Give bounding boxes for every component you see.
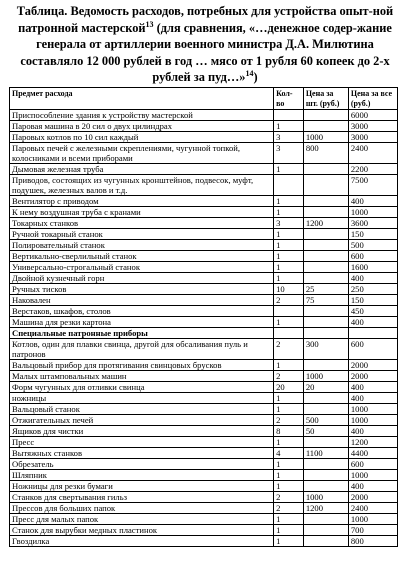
row-price-cell: 20 <box>303 382 348 393</box>
row-item-cell: Пресс <box>10 437 274 448</box>
row-qty-cell: 1 <box>274 164 304 175</box>
table-row <box>10 164 398 175</box>
row-qty-cell: 20 <box>274 382 304 393</box>
row-total-cell <box>348 328 397 339</box>
header-item: Предмет расхода <box>10 88 274 110</box>
row-item-cell: Форм чугунных для отливки свинца <box>10 382 274 393</box>
row-price-cell: 500 <box>303 415 348 426</box>
row-item-cell: Приводов, состоящих из чугунных кронштейнов, подвесок, муфт, подушек, железных валов и т.д. <box>10 175 274 196</box>
row-item-cell: Ящиков для чистки <box>10 426 274 437</box>
row-total-cell: 2400 <box>348 503 397 514</box>
row-price-cell <box>303 317 348 328</box>
row-price-cell <box>303 481 348 492</box>
row-price-cell <box>303 514 348 525</box>
row-qty-cell: 1 <box>274 514 304 525</box>
row-price-cell: 1000 <box>303 492 348 503</box>
row-qty-cell: 1 <box>274 229 304 240</box>
table-row <box>10 240 398 251</box>
row-price-cell <box>303 229 348 240</box>
caption-text-3: ) <box>253 70 258 84</box>
table-row <box>10 525 398 536</box>
table-section-row <box>10 328 398 339</box>
row-qty-cell: 1 <box>274 470 304 481</box>
header-price: Цена за шт. (руб.) <box>303 88 348 110</box>
row-total-cell: 800 <box>348 536 397 547</box>
row-item-cell: Станков для свертывания гильз <box>10 492 274 503</box>
table-row <box>10 229 398 240</box>
row-qty-cell: 1 <box>274 525 304 536</box>
row-item-cell: Наковален <box>10 295 274 306</box>
table-row <box>10 371 398 382</box>
row-item-cell: Паровых печей с железными скреплениями, чугунной топкой, колосниками и всеми приборами <box>10 143 274 164</box>
row-price-cell <box>303 393 348 404</box>
row-price-cell: 1100 <box>303 448 348 459</box>
row-item-cell: Вытяжных станков <box>10 448 274 459</box>
table-row <box>10 360 398 371</box>
row-total-cell: 3000 <box>348 132 397 143</box>
row-price-cell <box>303 470 348 481</box>
row-item-cell: Верстаков, шкафов, столов <box>10 306 274 317</box>
row-qty-cell: 1 <box>274 360 304 371</box>
row-total-cell: 700 <box>348 525 397 536</box>
row-item-cell: Универсально-строгальный станок <box>10 262 274 273</box>
row-price-cell <box>303 262 348 273</box>
row-total-cell: 2000 <box>348 371 397 382</box>
row-qty-cell: 1 <box>274 536 304 547</box>
table-row <box>10 470 398 481</box>
row-total-cell: 400 <box>348 481 397 492</box>
row-qty-cell: 2 <box>274 503 304 514</box>
row-qty-cell <box>274 175 304 196</box>
row-price-cell <box>303 536 348 547</box>
row-qty-cell: 1 <box>274 240 304 251</box>
row-item-cell: Прессов для больших папок <box>10 503 274 514</box>
row-qty-cell: 2 <box>274 295 304 306</box>
row-total-cell: 400 <box>348 196 397 207</box>
table-row <box>10 404 398 415</box>
row-item-cell: Специальные патронные приборы <box>10 328 274 339</box>
row-qty-cell: 1 <box>274 481 304 492</box>
table-row <box>10 514 398 525</box>
row-item-cell: Паровых котлов по 10 сил каждый <box>10 132 274 143</box>
row-total-cell: 150 <box>348 229 397 240</box>
row-qty-cell: 2 <box>274 339 304 360</box>
row-price-cell <box>303 273 348 284</box>
row-price-cell: 1000 <box>303 132 348 143</box>
table-row <box>10 121 398 132</box>
row-qty-cell: 10 <box>274 284 304 295</box>
row-item-cell: Дымовая железная труба <box>10 164 274 175</box>
row-qty-cell: 3 <box>274 143 304 164</box>
footnote-ref-13[interactable]: 13 <box>145 19 154 29</box>
footnote-ref-14[interactable]: 14 <box>245 68 254 78</box>
row-price-cell <box>303 207 348 218</box>
row-item-cell: Вентилятор с приводом <box>10 196 274 207</box>
row-price-cell <box>303 251 348 262</box>
row-item-cell: Малых штамповальных машин <box>10 371 274 382</box>
row-price-cell <box>303 459 348 470</box>
caption-text-1: Таблица. Ведомость расходов, потребных для устройства опыт-ной патронной мастерской <box>16 4 394 35</box>
row-total-cell: 1200 <box>348 437 397 448</box>
row-item-cell: Двойной кузнечный горн <box>10 273 274 284</box>
row-total-cell: 1000 <box>348 415 397 426</box>
row-item-cell: Котлов, один для плавки свинца, другой для обсаливания пуль и патронов <box>10 339 274 360</box>
row-item-cell: Ручной токарный станок <box>10 229 274 240</box>
header-total: Цена за все (руб.) <box>348 88 397 110</box>
table-row <box>10 110 398 121</box>
row-item-cell: Станок для вырубки медных пластинок <box>10 525 274 536</box>
expense-table <box>9 87 398 547</box>
row-qty-cell: 1 <box>274 121 304 132</box>
caption-text-2: (для сравнения, «…денежное содер-жание генерала от артиллерии военного министра Д.А. Милютина составляло 12 000 рублей в год … мясо от 1 рубля 60 копеек до 2-х рублей за пуд…» <box>20 20 392 84</box>
table-row <box>10 536 398 547</box>
table-row <box>10 481 398 492</box>
row-item-cell: Токарных станков <box>10 218 274 229</box>
row-qty-cell: 4 <box>274 448 304 459</box>
row-total-cell: 500 <box>348 240 397 251</box>
row-total-cell: 1600 <box>348 262 397 273</box>
row-total-cell: 3600 <box>348 218 397 229</box>
row-total-cell: 1000 <box>348 514 397 525</box>
row-qty-cell: 1 <box>274 404 304 415</box>
row-total-cell: 1000 <box>348 207 397 218</box>
row-price-cell <box>303 525 348 536</box>
row-price-cell <box>303 306 348 317</box>
row-qty-cell: 2 <box>274 371 304 382</box>
row-price-cell <box>303 404 348 415</box>
row-item-cell: Полировательный станок <box>10 240 274 251</box>
row-item-cell: ножницы <box>10 393 274 404</box>
row-total-cell: 2200 <box>348 164 397 175</box>
row-item-cell: Вертикально-сверлильный станок <box>10 251 274 262</box>
row-qty-cell: 1 <box>274 437 304 448</box>
table-row <box>10 196 398 207</box>
row-item-cell: Вальцовый прибор для протягивания свинцовых брусков <box>10 360 274 371</box>
table-row <box>10 218 398 229</box>
row-item-cell: Пресс для малых папок <box>10 514 274 525</box>
row-price-cell: 800 <box>303 143 348 164</box>
table-row <box>10 492 398 503</box>
row-total-cell: 1000 <box>348 404 397 415</box>
row-total-cell: 600 <box>348 251 397 262</box>
row-total-cell: 4400 <box>348 448 397 459</box>
header-qty: Кол-во <box>274 88 304 110</box>
row-qty-cell: 1 <box>274 459 304 470</box>
row-total-cell: 400 <box>348 393 397 404</box>
row-item-cell: Отжигательных печей <box>10 415 274 426</box>
row-price-cell: 300 <box>303 339 348 360</box>
table-body <box>10 110 398 547</box>
table-row <box>10 437 398 448</box>
row-item-cell: Гвоздилка <box>10 536 274 547</box>
row-price-cell <box>303 437 348 448</box>
row-qty-cell: 1 <box>274 317 304 328</box>
table-row <box>10 382 398 393</box>
row-total-cell: 2000 <box>348 492 397 503</box>
table-row <box>10 503 398 514</box>
row-price-cell: 75 <box>303 295 348 306</box>
row-total-cell: 400 <box>348 426 397 437</box>
row-total-cell: 6000 <box>348 110 397 121</box>
table-row <box>10 132 398 143</box>
table-row <box>10 448 398 459</box>
row-price-cell <box>303 110 348 121</box>
row-price-cell <box>303 175 348 196</box>
table-row <box>10 306 398 317</box>
row-price-cell <box>303 240 348 251</box>
table-row <box>10 207 398 218</box>
row-item-cell: Машина для резки картона <box>10 317 274 328</box>
row-item-cell: Обрезатель <box>10 459 274 470</box>
table-row <box>10 284 398 295</box>
row-qty-cell <box>274 306 304 317</box>
table-row <box>10 295 398 306</box>
row-qty-cell: 1 <box>274 273 304 284</box>
row-total-cell: 2400 <box>348 143 397 164</box>
row-price-cell <box>303 328 348 339</box>
row-total-cell: 7500 <box>348 175 397 196</box>
table-row <box>10 339 398 360</box>
table-row <box>10 175 398 196</box>
row-qty-cell: 1 <box>274 196 304 207</box>
row-total-cell: 600 <box>348 339 397 360</box>
row-qty-cell: 8 <box>274 426 304 437</box>
row-qty-cell: 3 <box>274 218 304 229</box>
row-total-cell: 400 <box>348 382 397 393</box>
row-item-cell: Ручных тисков <box>10 284 274 295</box>
row-item-cell: Паровая машина в 20 сил о двух цилиндрах <box>10 121 274 132</box>
row-qty-cell: 1 <box>274 262 304 273</box>
row-total-cell: 1000 <box>348 470 397 481</box>
row-item-cell: Шляпник <box>10 470 274 481</box>
row-total-cell: 3000 <box>348 121 397 132</box>
row-qty-cell: 1 <box>274 251 304 262</box>
row-price-cell <box>303 360 348 371</box>
row-price-cell: 1200 <box>303 218 348 229</box>
row-price-cell <box>303 196 348 207</box>
row-qty-cell: 2 <box>274 415 304 426</box>
row-price-cell <box>303 121 348 132</box>
row-total-cell: 450 <box>348 306 397 317</box>
row-item-cell: К нему воздушная труба с кранами <box>10 207 274 218</box>
row-item-cell: Приспособление здания к устройству мастерской <box>10 110 274 121</box>
row-qty-cell <box>274 328 304 339</box>
table-row <box>10 143 398 164</box>
row-qty-cell: 3 <box>274 132 304 143</box>
table-row <box>10 415 398 426</box>
row-total-cell: 150 <box>348 295 397 306</box>
table-header-row <box>10 88 398 110</box>
row-item-cell: Вальцовый станок <box>10 404 274 415</box>
table-row <box>10 262 398 273</box>
table-row <box>10 273 398 284</box>
row-price-cell: 1200 <box>303 503 348 514</box>
row-qty-cell: 1 <box>274 207 304 218</box>
row-total-cell: 400 <box>348 317 397 328</box>
row-total-cell: 2000 <box>348 360 397 371</box>
table-row <box>10 426 398 437</box>
row-total-cell: 600 <box>348 459 397 470</box>
row-price-cell: 25 <box>303 284 348 295</box>
table-caption <box>8 3 402 86</box>
row-price-cell <box>303 164 348 175</box>
table-row <box>10 317 398 328</box>
row-price-cell: 1000 <box>303 371 348 382</box>
row-total-cell: 250 <box>348 284 397 295</box>
table-row <box>10 251 398 262</box>
table-row <box>10 393 398 404</box>
row-qty-cell: 1 <box>274 393 304 404</box>
row-total-cell: 400 <box>348 273 397 284</box>
table-row <box>10 459 398 470</box>
row-price-cell: 50 <box>303 426 348 437</box>
row-qty-cell <box>274 110 304 121</box>
row-item-cell: Ножницы для резки бумаги <box>10 481 274 492</box>
row-qty-cell: 2 <box>274 492 304 503</box>
